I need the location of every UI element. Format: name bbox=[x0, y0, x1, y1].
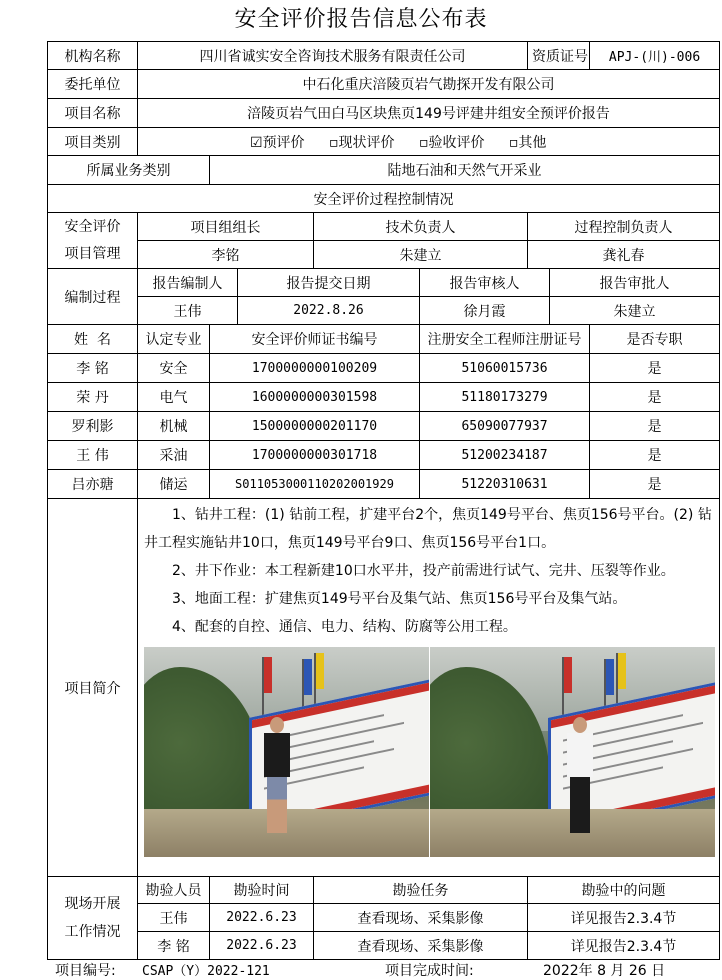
org-value: 四川省诚实安全咨询技术服务有限责任公司 bbox=[138, 42, 528, 70]
staff-row bbox=[48, 354, 720, 383]
staff-name: 吕亦瑭 bbox=[48, 470, 138, 499]
staff-cert: 1700000000100209 bbox=[210, 354, 420, 383]
site-person: 王伟 bbox=[138, 904, 210, 932]
staff-cert: S011053000110202001929 bbox=[210, 470, 420, 499]
cert-label: 资质证号 bbox=[528, 42, 590, 70]
compile-header-approver: 报告审批人 bbox=[550, 269, 720, 297]
flag-icon bbox=[316, 653, 324, 689]
site-date: 2022.6.23 bbox=[210, 932, 314, 960]
site-header-issue: 勘验中的问题 bbox=[528, 877, 720, 904]
staff-fulltime: 是 bbox=[590, 441, 720, 470]
staff-major: 安全 bbox=[138, 354, 210, 383]
staff-row bbox=[48, 412, 720, 441]
person-figure bbox=[565, 717, 595, 837]
project-type-label: 项目类别 bbox=[48, 128, 138, 156]
site-issue: 详见报告2.3.4节 bbox=[528, 904, 720, 932]
site-row bbox=[48, 904, 720, 932]
type-option-acceptance[interactable]: ▫验收评价 bbox=[418, 134, 485, 151]
staff-fulltime: 是 bbox=[590, 354, 720, 383]
staff-name: 荣 丹 bbox=[48, 383, 138, 412]
flag-icon bbox=[618, 653, 626, 689]
intro-content bbox=[138, 499, 720, 877]
staff-cert: 1500000000201170 bbox=[210, 412, 420, 441]
intro-paragraph: 4、配套的自控、通信、电力、结构、防腐等公用工程。 bbox=[172, 619, 517, 635]
management-label: 安全评价 项目管理 bbox=[48, 213, 138, 269]
person-figure bbox=[262, 717, 292, 837]
checkbox-icon: ▫ bbox=[418, 134, 429, 151]
project-code-label: 项目编号: bbox=[55, 963, 116, 979]
project-type-row bbox=[48, 128, 720, 156]
management-header-row bbox=[48, 213, 720, 241]
footer bbox=[0, 958, 722, 978]
staff-header-fulltime: 是否专职 bbox=[590, 325, 720, 354]
site-header-row bbox=[48, 877, 720, 904]
type-option-status[interactable]: ▫现状评价 bbox=[329, 134, 395, 151]
compile-header-reviewer: 报告审核人 bbox=[420, 269, 550, 297]
business-value: 陆地石油和天然气开采业 bbox=[210, 156, 720, 185]
staff-header-reg: 注册安全工程师注册证号 bbox=[420, 325, 590, 354]
intro-paragraph: 2、井下作业：本工程新建10口水平井，投产前需进行试气、完井、压裂等作业。 bbox=[172, 563, 675, 579]
page-title: 安全评价报告信息公布表 bbox=[234, 7, 488, 32]
type-option-other[interactable]: ▫其他 bbox=[508, 134, 547, 151]
staff-header-cert: 安全评价师证书编号 bbox=[210, 325, 420, 354]
compile-header-author: 报告编制人 bbox=[138, 269, 238, 297]
staff-reg: 51200234187 bbox=[420, 441, 590, 470]
compile-value-date: 2022.8.26 bbox=[238, 297, 420, 325]
cert-value: APJ-(川)-006 bbox=[590, 42, 720, 70]
compile-value-reviewer: 徐月霞 bbox=[420, 297, 550, 325]
staff-major: 机械 bbox=[138, 412, 210, 441]
org-row bbox=[48, 42, 720, 70]
site-date: 2022.6.23 bbox=[210, 904, 314, 932]
compile-header-date: 报告提交日期 bbox=[238, 269, 420, 297]
checkbox-icon: ▫ bbox=[508, 134, 519, 151]
management-value-row bbox=[48, 241, 720, 269]
client-label: 委托单位 bbox=[48, 70, 138, 99]
compile-value-author: 王伟 bbox=[138, 297, 238, 325]
staff-name: 李 铭 bbox=[48, 354, 138, 383]
project-name-label: 项目名称 bbox=[48, 99, 138, 128]
site-photos bbox=[144, 647, 713, 859]
staff-fulltime: 是 bbox=[590, 412, 720, 441]
staff-cert: 1700000000301718 bbox=[210, 441, 420, 470]
mgmt-value-process: 龚礼春 bbox=[528, 241, 720, 269]
staff-row bbox=[48, 470, 720, 499]
compile-value-approver: 朱建立 bbox=[550, 297, 720, 325]
mgmt-value-leader: 李铭 bbox=[138, 241, 314, 269]
site-header-person: 勘验人员 bbox=[138, 877, 210, 904]
business-label: 所属业务类别 bbox=[48, 156, 210, 185]
site-row bbox=[48, 932, 720, 960]
staff-header-row bbox=[48, 325, 720, 354]
staff-reg: 51220310631 bbox=[420, 470, 590, 499]
completion-date-label: 项目完成时间: bbox=[385, 963, 474, 979]
staff-header-name: 姓 名 bbox=[48, 325, 138, 354]
site-label: 现场开展 工作情况 bbox=[48, 877, 138, 960]
site-task: 查看现场、采集影像 bbox=[314, 904, 528, 932]
staff-fulltime: 是 bbox=[590, 383, 720, 412]
staff-reg: 51180173279 bbox=[420, 383, 590, 412]
site-header-date: 勘验时间 bbox=[210, 877, 314, 904]
flag-icon bbox=[564, 657, 572, 693]
project-code-value: CSAP（Y）2022-121 bbox=[142, 964, 270, 979]
staff-name: 罗利影 bbox=[48, 412, 138, 441]
client-value: 中石化重庆涪陵页岩气勘探开发有限公司 bbox=[138, 70, 720, 99]
process-header: 安全评价过程控制情况 bbox=[48, 185, 720, 213]
staff-cert: 1600000000301598 bbox=[210, 383, 420, 412]
mgmt-value-tech: 朱建立 bbox=[314, 241, 528, 269]
project-name-value: 涪陵页岩气田白马区块焦页149号评建井组安全预评价报告 bbox=[138, 99, 720, 128]
compile-label: 编制过程 bbox=[48, 269, 138, 325]
mgmt-header-leader: 项目组组长 bbox=[138, 213, 314, 241]
project-type-options bbox=[138, 128, 720, 156]
intro-row bbox=[48, 499, 720, 877]
site-photo bbox=[430, 647, 715, 857]
staff-row bbox=[48, 441, 720, 470]
staff-name: 王 伟 bbox=[48, 441, 138, 470]
checkbox-icon: ▫ bbox=[329, 134, 339, 151]
staff-header-major: 认定专业 bbox=[138, 325, 210, 354]
staff-reg: 65090077937 bbox=[420, 412, 590, 441]
compile-header-row bbox=[48, 269, 720, 297]
flag-icon bbox=[606, 659, 614, 695]
staff-row bbox=[48, 383, 720, 412]
checkbox-checked-icon: ☑ bbox=[250, 134, 263, 151]
site-person: 李 铭 bbox=[138, 932, 210, 960]
mgmt-header-tech: 技术负责人 bbox=[314, 213, 528, 241]
flag-icon bbox=[304, 659, 312, 695]
intro-paragraph: 1、钻井工程：(1) 钻前工程，扩建平台2个，焦页149号平台、焦页156号平台。(2) 钻井工程实施钻井10口，焦页149号平台9口、焦页156号平台1口。 bbox=[144, 507, 712, 551]
staff-major: 储运 bbox=[138, 470, 210, 499]
completion-date-value: 2022年 8 月 26 日 bbox=[543, 963, 666, 979]
staff-major: 采油 bbox=[138, 441, 210, 470]
intro-label: 项目简介 bbox=[48, 499, 138, 877]
org-label: 机构名称 bbox=[48, 42, 138, 70]
staff-reg: 51060015736 bbox=[420, 354, 590, 383]
process-header-row bbox=[48, 185, 720, 213]
site-issue: 详见报告2.3.4节 bbox=[528, 932, 720, 960]
site-task: 查看现场、采集影像 bbox=[314, 932, 528, 960]
client-row bbox=[48, 70, 720, 99]
compile-value-row bbox=[48, 297, 720, 325]
intro-paragraph: 3、地面工程：扩建焦页149号平台及集气站、焦页156号平台及集气站。 bbox=[172, 591, 627, 607]
staff-fulltime: 是 bbox=[590, 470, 720, 499]
staff-major: 电气 bbox=[138, 383, 210, 412]
business-row bbox=[48, 156, 720, 185]
flag-icon bbox=[264, 657, 272, 693]
site-photo bbox=[144, 647, 429, 857]
site-header-task: 勘验任务 bbox=[314, 877, 528, 904]
mgmt-header-process: 过程控制负责人 bbox=[528, 213, 720, 241]
info-table bbox=[47, 41, 720, 960]
project-name-row bbox=[48, 99, 720, 128]
type-option-pre[interactable]: ☑预评价 bbox=[250, 134, 305, 151]
